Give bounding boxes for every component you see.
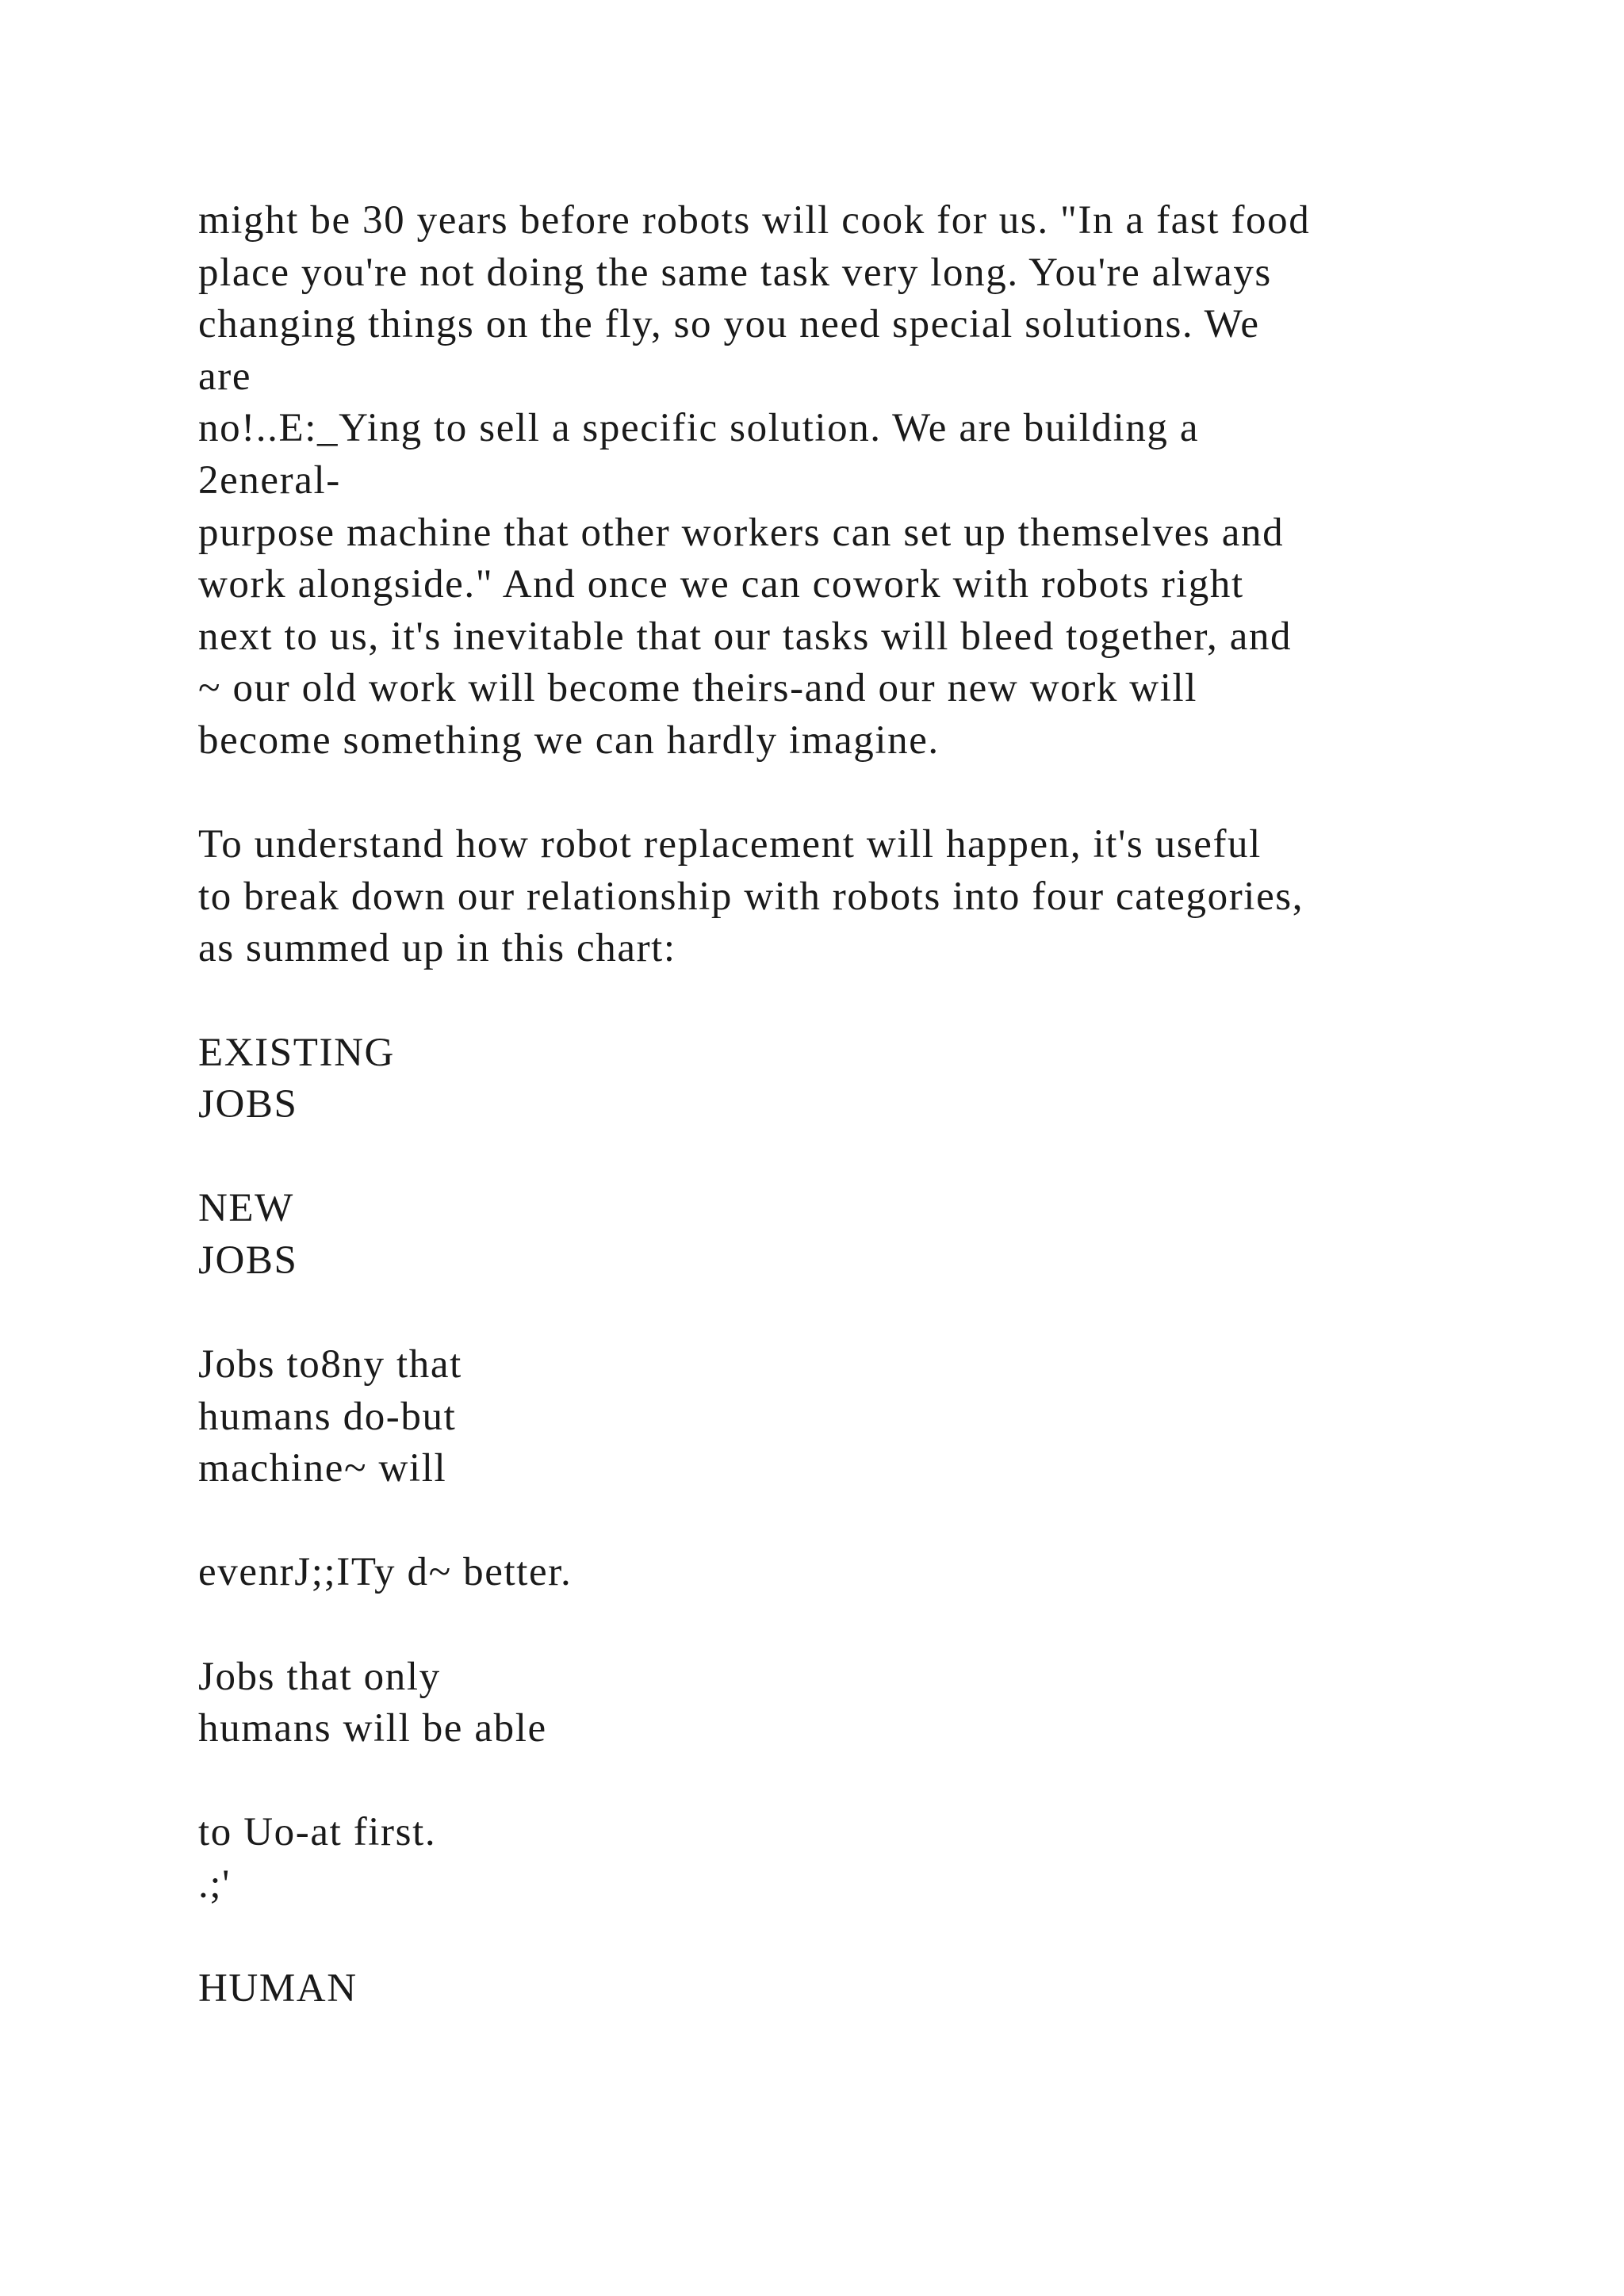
document-body [198, 195, 1546, 2015]
chart-heading-jobs: JOBS [198, 1082, 298, 1127]
text-line: Jobs that only [198, 1654, 441, 1699]
text-line: To understand how robot replacement will happen, it's useful [198, 822, 1262, 867]
text-line: as summed up in this chart: [198, 926, 676, 971]
chart-heading-existing: EXISTING [198, 1030, 395, 1075]
text-line: next to us, it's inevitable that our tasks will bleed together, and [198, 614, 1293, 659]
blank-line [198, 1599, 1546, 1651]
blank-line [198, 767, 1546, 820]
text-line: 2eneral- [198, 457, 341, 503]
text-line: are [198, 354, 252, 399]
text-line: Jobs to8ny that [198, 1342, 462, 1387]
blank-line [198, 1755, 1546, 1808]
blank-line [198, 975, 1546, 1027]
text-line: no!..E:_Ying to sell a specific solution. We are building a [198, 406, 1200, 451]
blank-line [198, 1495, 1546, 1548]
text-line: ~ our old work will become theirs-and our new work will [198, 666, 1198, 711]
blank-line [198, 1287, 1546, 1339]
text-line: humans do-but [198, 1394, 457, 1439]
text-line: place you're not doing the same task very long. You're always [198, 250, 1272, 295]
text-line: work alongside." And once we can cowork with robots right [198, 562, 1244, 607]
text-line: machine~ will [198, 1446, 447, 1491]
text-line: changing things on the fly, so you need special solutions. We [198, 302, 1260, 347]
text-line: might be 30 years before robots will cook for us. "In a fast food [198, 198, 1311, 243]
text-line: purpose machine that other workers can set up themselves and [198, 510, 1285, 555]
chart-heading-new: NEW [198, 1186, 294, 1231]
text-line: to Uo-at first. [198, 1810, 437, 1855]
text-line: to break down our relationship with robots into four categories, [198, 874, 1304, 919]
blank-line [198, 1911, 1546, 1964]
chart-heading-human: HUMAN [198, 1966, 358, 2011]
text-line: evenrJ;;ITy d~ better. [198, 1550, 573, 1595]
text-line: humans will be able [198, 1706, 547, 1751]
blank-line [198, 1131, 1546, 1184]
text-line: .;' [198, 1862, 231, 1907]
chart-heading-jobs: JOBS [198, 1238, 298, 1283]
text-line: become something we can hardly imagine. [198, 718, 940, 763]
